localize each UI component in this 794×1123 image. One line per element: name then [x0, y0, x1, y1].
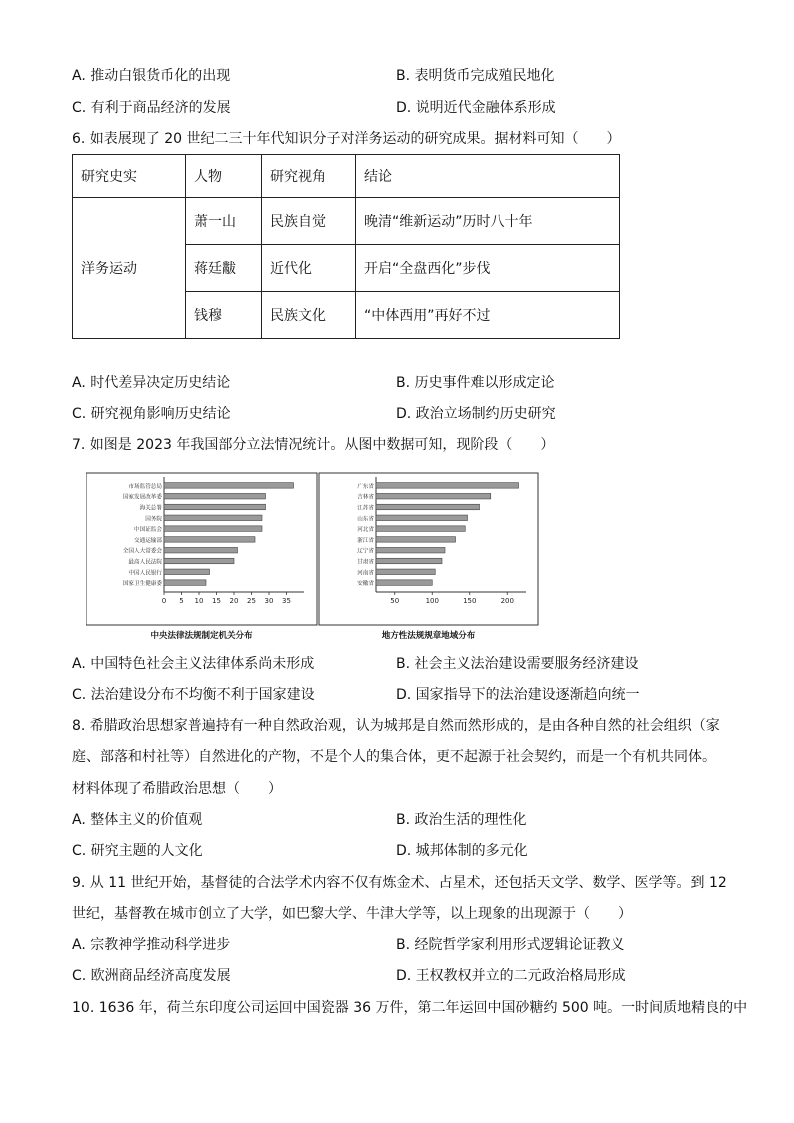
- q6-subject-cell: 洋务运动: [73, 198, 186, 339]
- q9-stem-line-2: 世纪，基督教在城市创立了大学，如巴黎大学、牛津大学等，以上现象的出现源于（ ）: [72, 906, 632, 922]
- q6-person-cell: 蒋廷黻: [186, 245, 262, 292]
- q6-option-b: B. 历史事件难以形成定论: [396, 375, 555, 391]
- chart-tick-label: 35: [282, 597, 291, 605]
- chart-bar: [164, 515, 262, 521]
- chart-bar: [164, 580, 206, 586]
- q6-conclusion-cell: 晚清“维新运动”历时八十年: [356, 198, 620, 245]
- chart-category-label: 甘肃省: [357, 559, 374, 566]
- chart-bar: [376, 504, 480, 510]
- q7-stem: 7. 如图是 2023 年我国部分立法情况统计。从图中数据可知，现阶段（ ）: [72, 437, 555, 453]
- chart-category-label: 交通运输部: [134, 537, 162, 544]
- chart-category-label: 河北省: [357, 527, 374, 534]
- chart-tick-label: 50: [390, 597, 400, 605]
- chart-tick-label: 30: [264, 597, 274, 605]
- chart-category-label: 全国人大常委会: [122, 548, 162, 555]
- chart-category-label: 最高人民法院: [128, 559, 162, 566]
- q6-person-cell: 钱穆: [186, 292, 262, 339]
- q9-option-c: C. 欧洲商品经济高度发展: [72, 968, 231, 984]
- q6-header-conclusion: 结论: [356, 155, 620, 198]
- q6-person-cell: 萧一山: [186, 198, 262, 245]
- chart-category-label: 浙江省: [357, 537, 374, 544]
- chart-tick-label: 20: [229, 597, 239, 605]
- table-row: [73, 198, 620, 245]
- q6-option-c: C. 研究视角影响历史结论: [72, 406, 231, 422]
- q6-option-d: D. 政治立场制约历史研究: [396, 406, 556, 422]
- q6-header-fact: 研究史实: [73, 155, 186, 198]
- q9-option-d: D. 王权教权并立的二元政治格局形成: [396, 968, 626, 984]
- chart-tick-label: 25: [247, 597, 256, 605]
- q8-stem-line-2: 庭、部落和村社等）自然进化的产物，不是个人的集合体，更不起源于社会契约，而是一个有机共同体。: [72, 749, 716, 765]
- q8-stem-line-3: 材料体现了希腊政治思想（ ）: [72, 781, 282, 797]
- q7-option-d: D. 国家指导下的法治建设逐渐趋向统一: [396, 687, 640, 703]
- chart-category-label: 河南省: [357, 570, 374, 577]
- q9-option-b: B. 经院哲学家利用形式逻辑论证教义: [396, 937, 625, 953]
- chart-category-label: 山东省: [357, 516, 374, 523]
- chart-category-label: 安徽省: [357, 581, 374, 588]
- q9-stem-line-1: 9. 从 11 世纪开始，基督徒的合法学术内容不仅有炼金术、占星术，还包括天文学、数学、医学等。到 12: [72, 875, 727, 891]
- q5-option-d: D. 说明近代金融体系形成: [396, 100, 556, 116]
- chart-bar: [164, 483, 294, 489]
- q7-bar-charts: [86, 471, 540, 641]
- chart-tick-label: 100: [425, 597, 439, 605]
- chart-category-label: 辽宁省: [357, 548, 374, 555]
- q8-option-d: D. 城邦体制的多元化: [396, 843, 528, 859]
- q6-header-person: 人物: [186, 155, 262, 198]
- chart-bar: [164, 537, 255, 543]
- q6-conclusion-cell: “中体西用”再好不过: [356, 292, 620, 339]
- q6-view-cell: 近代化: [262, 245, 356, 292]
- chart-title: 中央法律法规制定机关分布: [150, 631, 253, 641]
- q8-option-c: C. 研究主题的人文化: [72, 843, 203, 859]
- chart-bar: [376, 526, 465, 532]
- q7-option-c: C. 法治建设分布不均衡不利于国家建设: [72, 687, 315, 703]
- q6-view-cell: 民族自觉: [262, 198, 356, 245]
- chart-tick-label: 5: [179, 597, 184, 605]
- chart-category-label: 广东省: [357, 483, 374, 490]
- q6-conclusion-cell: 开启“全盘西化”步伐: [356, 245, 620, 292]
- q6-header-view: 研究视角: [262, 155, 356, 198]
- q6-view-cell: 民族文化: [262, 292, 356, 339]
- chart-bar: [376, 493, 491, 499]
- q6-table: [72, 154, 620, 339]
- q8-stem-line-1: 8. 希腊政治思想家普遍持有一种自然政治观，认为城邦是自然而然形成的，是由各种自然的社会组织（家: [72, 718, 720, 734]
- q7-option-b: B. 社会主义法治建设需要服务经济建设: [396, 656, 639, 672]
- chart-title: 地方性法规规章地域分布: [381, 631, 476, 641]
- chart-bar: [376, 580, 432, 586]
- chart-bar: [376, 483, 519, 489]
- chart-bar: [164, 504, 266, 510]
- q10-stem-line-1: 10. 1636 年，荷兰东印度公司运回中国瓷器 36 万件，第二年运回中国砂糖约 500 吨。一时间质地精良的中: [72, 1000, 748, 1016]
- chart-tick-label: 200: [500, 597, 514, 605]
- chart-bar: [164, 547, 238, 553]
- q5-option-c: C. 有利于商品经济的发展: [72, 100, 231, 116]
- chart-category-label: 中国证监会: [134, 527, 162, 534]
- chart-bar: [376, 569, 435, 575]
- q6-table-header-row: [73, 155, 620, 198]
- q5-option-b: B. 表明货币完成殖民地化: [396, 68, 555, 84]
- chart-bar: [376, 537, 456, 543]
- chart-category-label: 市场监管总局: [128, 483, 162, 490]
- chart-bar: [376, 515, 468, 521]
- chart-tick-label: 150: [463, 597, 477, 605]
- chart-category-label: 国家发展改革委: [122, 494, 162, 501]
- q8-option-a: A. 整体主义的价值观: [72, 812, 203, 828]
- chart-bar: [376, 547, 445, 553]
- chart-tick-label: 0: [161, 597, 167, 605]
- q5-option-a: A. 推动白银货币化的出现: [72, 68, 231, 84]
- chart-bar: [164, 493, 266, 499]
- q7-chart-figure: [86, 471, 540, 641]
- chart-category-label: 国务院: [145, 516, 162, 523]
- chart-bar: [376, 558, 442, 564]
- chart-category-label: 中国人民银行: [128, 570, 162, 577]
- chart-bar: [164, 526, 262, 532]
- q6-option-a: A. 时代差异决定历史结论: [72, 375, 231, 391]
- chart-bar: [164, 558, 234, 564]
- q7-option-a: A. 中国特色社会主义法律体系尚未形成: [72, 656, 315, 672]
- chart-tick-label: 15: [212, 597, 221, 605]
- chart-bar: [164, 569, 210, 575]
- chart-category-label: 吉林省: [357, 494, 374, 501]
- chart-category-label: 国家卫生健康委: [122, 581, 162, 588]
- q8-option-b: B. 政治生活的理性化: [396, 812, 527, 828]
- chart-category-label: 海关总署: [139, 505, 162, 512]
- chart-tick-label: 10: [194, 597, 204, 605]
- q9-option-a: A. 宗教神学推动科学进步: [72, 937, 231, 953]
- chart-category-label: 江苏省: [357, 505, 374, 512]
- q6-stem: 6. 如表展现了 20 世纪二三十年代知识分子对洋务运动的研究成果。据材料可知（ ）: [72, 131, 621, 147]
